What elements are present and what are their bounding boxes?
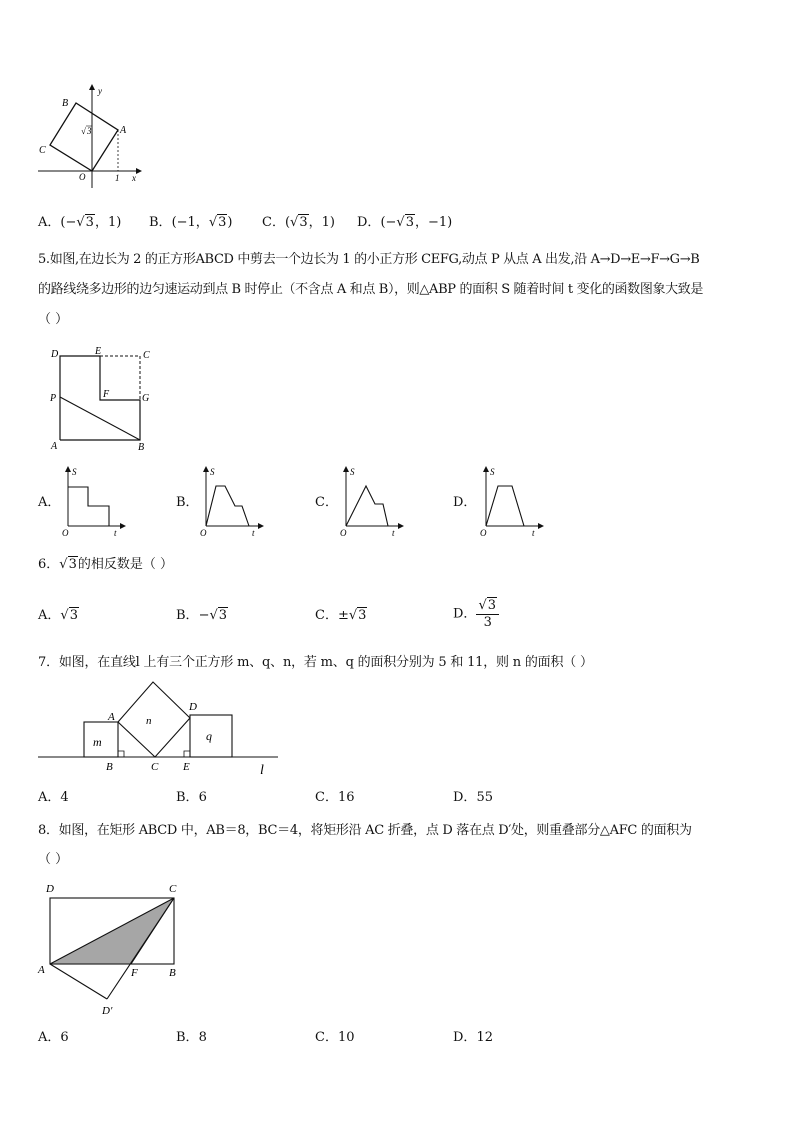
q4-option-d[interactable]: D．(−√3，−1) xyxy=(357,215,453,230)
svg-text:n: n xyxy=(146,715,152,727)
svg-text:y: y xyxy=(98,86,102,96)
q5-option-b-graph[interactable] xyxy=(198,466,264,538)
svg-text:G: G xyxy=(142,393,150,404)
svg-text:O: O xyxy=(200,528,207,538)
q5-stem-line2: 的路线绕多边形的边匀速运动到点 B 时停止（不含点 A 和点 B），则△ABP 的面积 S 随着时间 t 变化的函数图象大致是 xyxy=(38,282,704,297)
svg-text:S: S xyxy=(72,467,77,477)
svg-text:S: S xyxy=(350,467,355,477)
svg-text:D: D xyxy=(46,883,54,895)
q5-option-d-letter[interactable]: D． xyxy=(453,495,477,510)
q5-figure xyxy=(48,344,164,452)
q5-stem-line1: 5.如图,在边长为 2 的正方形ABCD 中剪去一个边长为 1 的小正方形 CEFG,动点 P 从点 A 出发,沿 A→D→E→F→G→B xyxy=(38,252,700,267)
q7-stem: 7．如图，在直线l 上有三个正方形 m、q、n，若 m、q 的面积分别为 5 和 11，则 n 的面积（ ） xyxy=(38,655,593,670)
q6-option-b[interactable]: B．−√3 xyxy=(176,608,228,623)
svg-text:C: C xyxy=(169,883,177,895)
q8-stem-line2: （ ） xyxy=(38,852,69,867)
q7-option-c[interactable]: C．16 xyxy=(315,790,355,805)
svg-text:B: B xyxy=(62,98,69,109)
q4-figure xyxy=(36,84,146,194)
svg-text:3: 3 xyxy=(87,126,92,136)
svg-text:C: C xyxy=(143,350,150,361)
q7-figure xyxy=(38,678,288,778)
svg-text:S: S xyxy=(490,467,495,477)
svg-text:O: O xyxy=(480,528,487,538)
svg-text:t: t xyxy=(114,528,117,538)
svg-text:D: D xyxy=(51,349,59,360)
q8-option-a[interactable]: A．6 xyxy=(38,1030,69,1045)
q5-stem-line3: （ ） xyxy=(38,312,69,327)
q6-stem: 6．√3的相反数是（ ） xyxy=(38,557,173,572)
svg-text:C: C xyxy=(39,145,46,156)
q4-option-b[interactable]: B．(−1，√3) xyxy=(149,215,233,230)
svg-text:t: t xyxy=(392,528,395,538)
svg-text:B: B xyxy=(169,967,176,979)
q5-option-c-letter[interactable]: C． xyxy=(315,495,338,510)
q5-option-a-graph[interactable] xyxy=(60,466,126,538)
q4-option-c[interactable]: C．(√3，1) xyxy=(262,215,335,230)
svg-text:D: D xyxy=(189,701,197,713)
q8-stem-line1: 8．如图，在矩形 ABCD 中，AB＝8，BC＝4，将矩形沿 AC 折叠，点 D 落在点 D′处，则重叠部分△AFC 的面积为 xyxy=(38,823,692,838)
svg-text:A: A xyxy=(51,441,58,452)
svg-text:D′: D′ xyxy=(102,1005,113,1017)
svg-text:F: F xyxy=(103,389,110,400)
svg-text:B: B xyxy=(106,761,113,773)
q7-option-b[interactable]: B．6 xyxy=(176,790,207,805)
q5-option-b-letter[interactable]: B． xyxy=(176,495,199,510)
q7-option-a[interactable]: A．4 xyxy=(38,790,69,805)
q4-square xyxy=(50,103,118,171)
q4-option-a[interactable]: A．(−√3，1) xyxy=(38,215,122,230)
svg-text:A: A xyxy=(108,711,115,723)
q5-option-c-graph[interactable] xyxy=(338,466,404,538)
svg-text:x: x xyxy=(132,173,136,183)
svg-text:O: O xyxy=(79,172,86,182)
svg-text:q: q xyxy=(206,729,212,743)
svg-text:t: t xyxy=(252,528,255,538)
svg-text:B: B xyxy=(138,442,145,453)
q6-option-d[interactable]: D． $\frac{√3}{3}$ xyxy=(453,598,499,631)
svg-text:A: A xyxy=(38,964,45,976)
svg-text:F: F xyxy=(131,967,138,979)
q8-figure xyxy=(36,878,192,1020)
svg-text:A: A xyxy=(120,125,127,136)
svg-text:l: l xyxy=(260,763,264,778)
svg-text:P: P xyxy=(50,393,57,404)
q8-option-b[interactable]: B．8 xyxy=(176,1030,207,1045)
svg-text:E: E xyxy=(95,346,102,357)
q5-option-a-letter[interactable]: A． xyxy=(38,495,61,510)
q6-option-a[interactable]: A．√3 xyxy=(38,608,78,623)
q6-option-c[interactable]: C．±√3 xyxy=(315,608,367,623)
q7-option-d[interactable]: D．55 xyxy=(453,790,493,805)
q5-option-d-graph[interactable] xyxy=(478,466,544,538)
svg-text:E: E xyxy=(183,761,190,773)
q8-overlap-triangle xyxy=(50,898,174,964)
svg-text:O: O xyxy=(62,528,69,538)
svg-text:t: t xyxy=(532,528,535,538)
svg-text:S: S xyxy=(210,467,215,477)
svg-text:C: C xyxy=(151,761,159,773)
svg-text:1: 1 xyxy=(115,173,120,183)
svg-text:O: O xyxy=(340,528,347,538)
q8-option-d[interactable]: D．12 xyxy=(453,1030,493,1045)
svg-text:√: √ xyxy=(81,126,86,136)
svg-text:m: m xyxy=(93,735,102,749)
q8-option-c[interactable]: C．10 xyxy=(315,1030,355,1045)
